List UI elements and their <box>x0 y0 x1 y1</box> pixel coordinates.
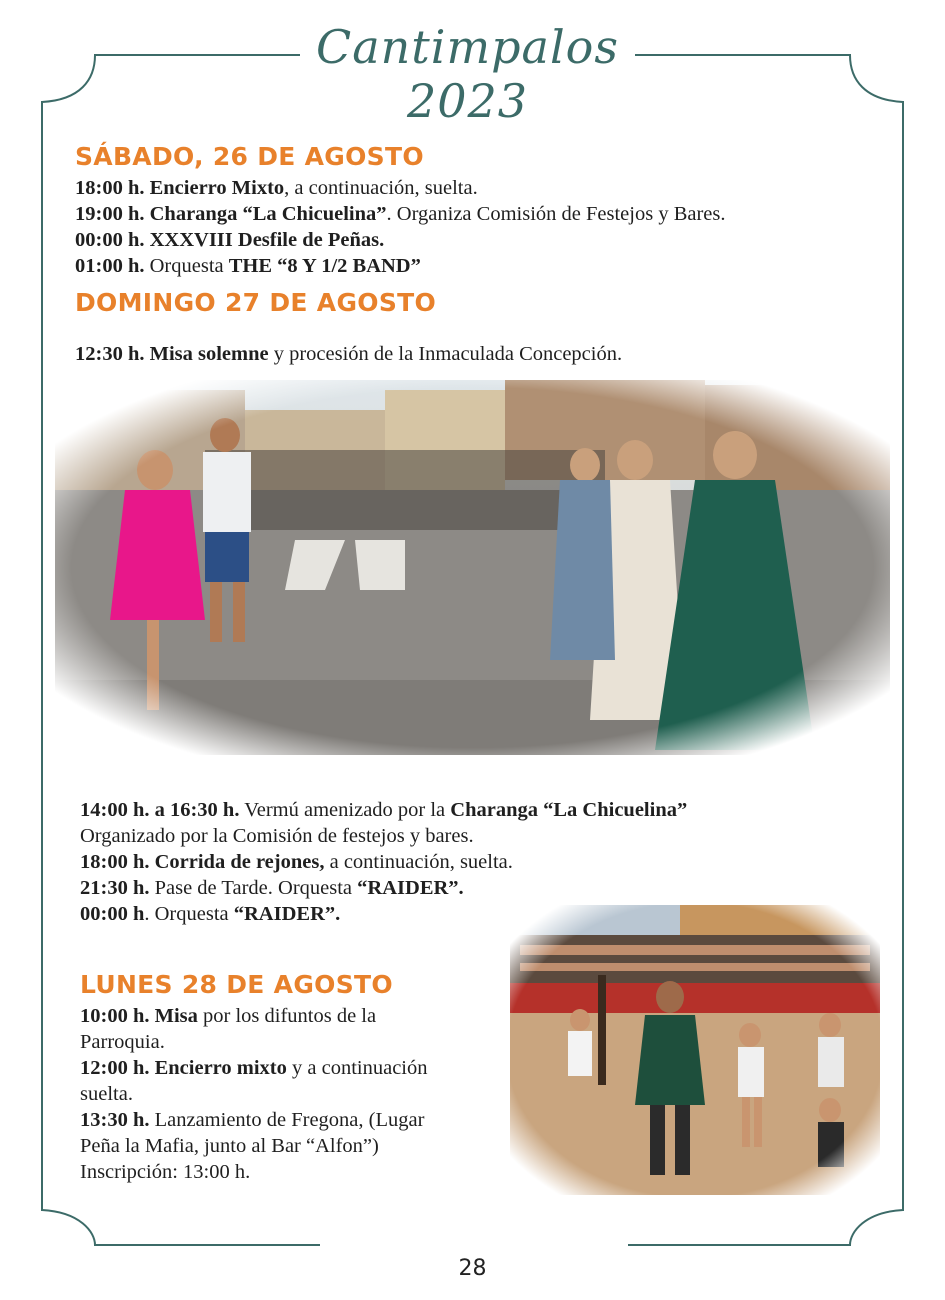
event-title: Misa <box>154 1005 198 1027</box>
schedule-line <box>80 1134 379 1160</box>
schedule-line <box>80 902 340 928</box>
schedule-line <box>80 876 464 902</box>
event-title: Encierro mixto <box>154 1057 287 1079</box>
event-text: Organizado por la Comisión de festejos y bares. <box>80 825 474 847</box>
mass-title: Misa solemne <box>149 343 269 365</box>
event-title: Charanga “La Chicuelina” <box>450 799 688 821</box>
event-time: 10:00 h. <box>80 1005 150 1027</box>
event-title: “RAIDER”. <box>233 903 341 925</box>
event-text: . Orquesta <box>144 903 234 925</box>
event-text: . Organiza Comisión de Festejos y Bares. <box>386 203 726 225</box>
event-time: 18:00 h. <box>80 851 150 873</box>
event-time: 12:00 h. <box>80 1057 150 1079</box>
schedule-line <box>80 1160 250 1186</box>
bullring-photo <box>510 905 880 1195</box>
event-time: 00:00 h. <box>75 229 145 251</box>
event-text: Vermú amenizado por la <box>239 799 451 821</box>
event-text: por los difuntos de la <box>197 1005 377 1027</box>
event-title: “RAIDER”. <box>357 877 464 899</box>
event-title: THE “8 Y 1/2 BAND” <box>228 255 421 277</box>
event-text: Parroquia. <box>80 1031 165 1053</box>
saturday-heading: SÁBADO, 26 DE AGOSTO <box>75 142 424 171</box>
schedule-line <box>80 1004 376 1030</box>
event-title: Charanga “La Chicuelina” <box>149 203 387 225</box>
schedule-line <box>80 1030 165 1056</box>
event-time: 19:00 h. <box>75 203 145 225</box>
street-dance-photo <box>55 380 890 755</box>
event-time: 18:00 h. <box>75 177 145 199</box>
page-number: 28 <box>458 1256 487 1281</box>
schedule-line <box>80 1082 133 1108</box>
event-title: Corrida de rejones, <box>154 851 325 873</box>
event-text: y a continuación <box>286 1057 428 1079</box>
event-time: 00:00 h <box>80 903 145 925</box>
schedule-line <box>80 1108 424 1134</box>
event-text: Pase de Tarde. Orquesta <box>149 877 358 899</box>
event-text: , a continuación, suelta. <box>284 177 478 199</box>
monday-heading: LUNES 28 DE AGOSTO <box>80 970 393 999</box>
event-text: a continuación, suelta. <box>324 851 513 873</box>
event-time: 21:30 h. <box>80 877 150 899</box>
schedule-line <box>80 824 474 850</box>
event-text: Orquesta <box>144 255 229 277</box>
event-text: Peña la Mafia, junto al Bar “Alfon”) <box>80 1135 379 1157</box>
mass-text: y procesión de la Inmaculada Concepción. <box>268 343 623 365</box>
mass-time: 12:30 h. <box>75 343 145 365</box>
schedule-line <box>80 1056 428 1082</box>
sunday-mass-line <box>75 342 622 368</box>
page-title: Cantimpalos 2023 <box>316 20 619 128</box>
event-title: XXXVIII Desfile de Peñas. <box>149 229 385 251</box>
event-text: suelta. <box>80 1083 133 1105</box>
schedule-line <box>80 798 687 824</box>
schedule-line <box>75 254 421 280</box>
event-text: Lanzamiento de Fregona, (Lugar <box>149 1109 425 1131</box>
schedule-line <box>80 850 513 876</box>
schedule-line <box>75 202 726 228</box>
event-time: 13:30 h. <box>80 1109 150 1131</box>
event-time: 14:00 h. a 16:30 h. <box>80 799 240 821</box>
schedule-line <box>75 228 384 254</box>
event-text: Inscripción: 13:00 h. <box>80 1161 251 1183</box>
event-time: 01:00 h. <box>75 255 145 277</box>
schedule-line <box>75 176 478 202</box>
event-title: Encierro Mixto <box>149 177 285 199</box>
sunday-heading: DOMINGO 27 DE AGOSTO <box>75 288 437 317</box>
